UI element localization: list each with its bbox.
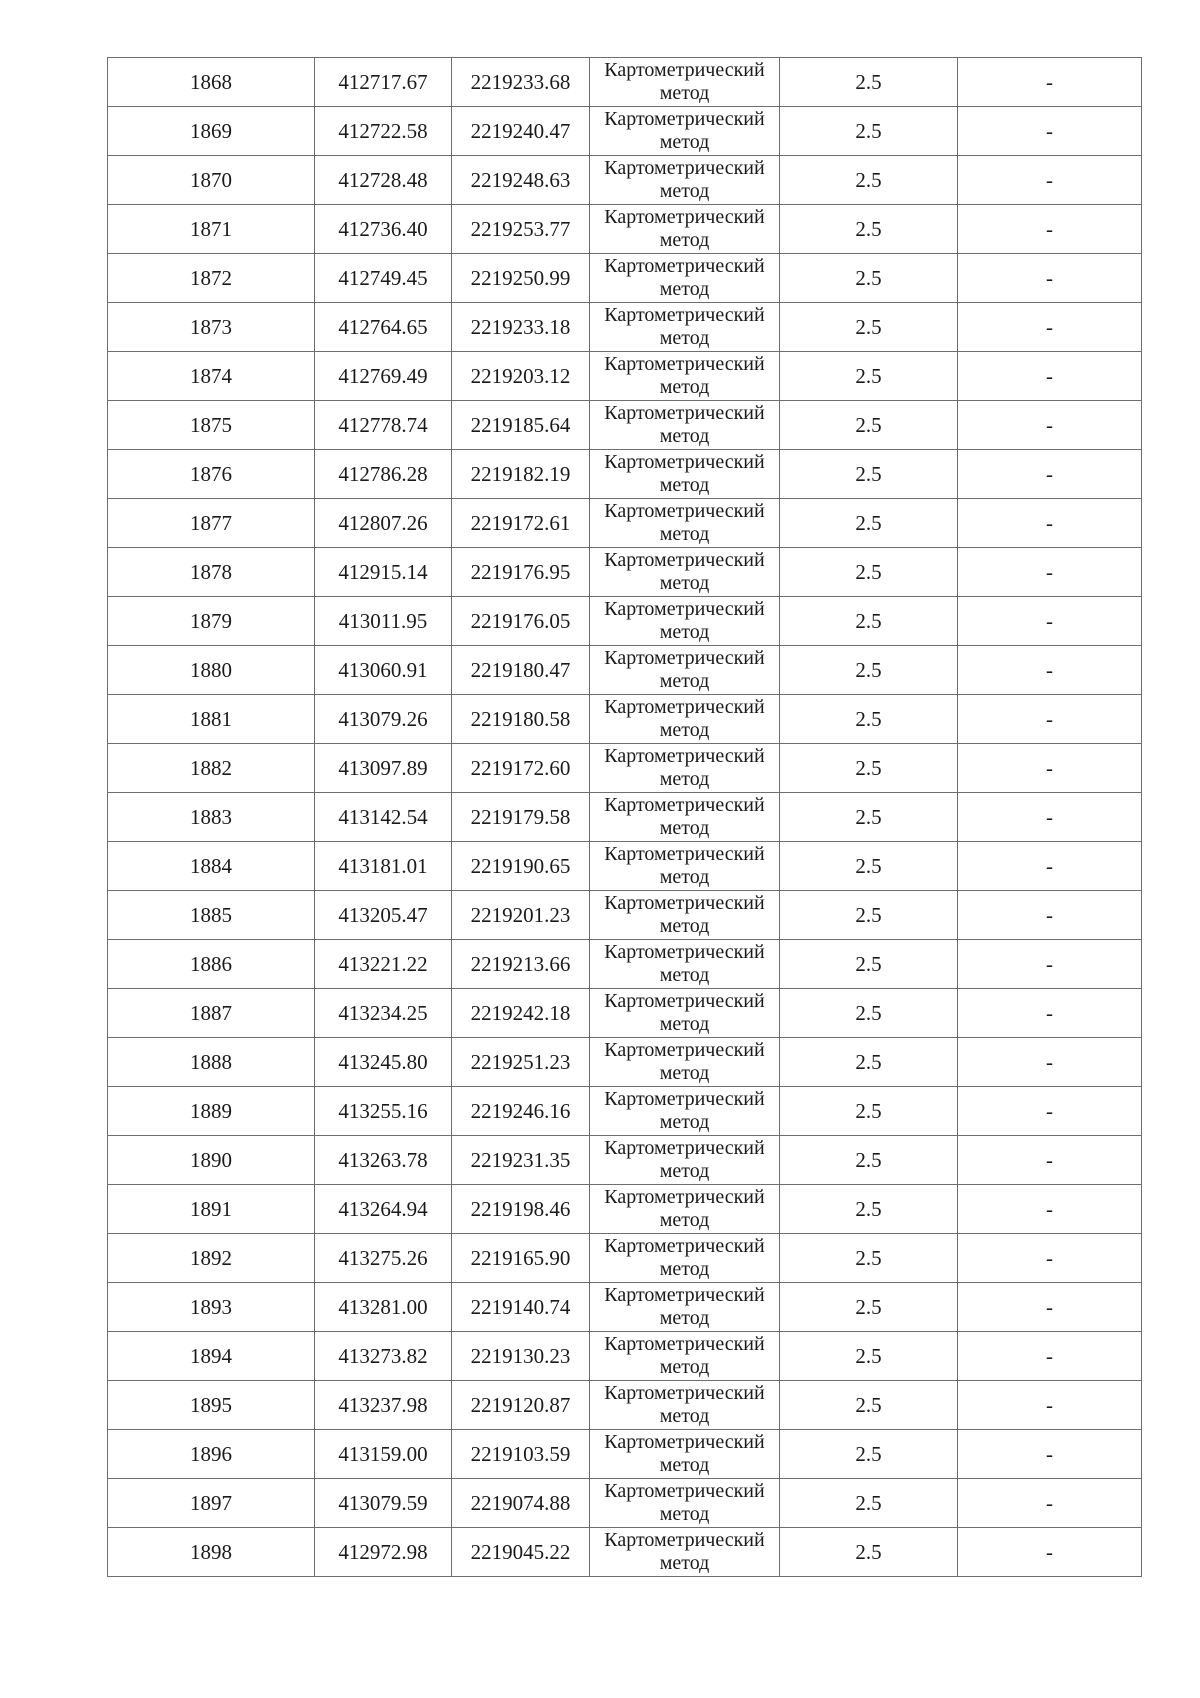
y-coordinate-cell: 2219203.12 — [452, 352, 590, 401]
y-coordinate-cell: 2219103.59 — [452, 1430, 590, 1479]
method-cell — [590, 1479, 780, 1528]
table-row — [108, 205, 1142, 254]
method-line-1: Картометрический — [604, 549, 765, 571]
x-coordinate-cell: 413275.26 — [315, 1234, 452, 1283]
accuracy-cell: 2.5 — [780, 1381, 958, 1430]
x-coordinate-cell: 413273.82 — [315, 1332, 452, 1381]
method-line-2: метод — [659, 523, 710, 545]
note-cell: - — [958, 1136, 1142, 1185]
x-coordinate-cell: 413159.00 — [315, 1430, 452, 1479]
method-line-2: метод — [659, 1062, 710, 1084]
accuracy-cell: 2.5 — [780, 1038, 958, 1087]
table-row — [108, 989, 1142, 1038]
method-line-1: Картометрический — [604, 1039, 765, 1061]
note-cell: - — [958, 1087, 1142, 1136]
accuracy-cell: 2.5 — [780, 156, 958, 205]
x-coordinate-cell: 413245.80 — [315, 1038, 452, 1087]
y-coordinate-cell: 2219180.47 — [452, 646, 590, 695]
point-number-cell: 1893 — [108, 1283, 315, 1332]
accuracy-cell: 2.5 — [780, 744, 958, 793]
y-coordinate-cell: 2219246.16 — [452, 1087, 590, 1136]
method-line-2: метод — [659, 670, 710, 692]
method-cell — [590, 58, 780, 107]
note-cell: - — [958, 205, 1142, 254]
method-cell — [590, 548, 780, 597]
y-coordinate-cell: 2219233.18 — [452, 303, 590, 352]
x-coordinate-cell: 413011.95 — [315, 597, 452, 646]
x-coordinate-cell: 413205.47 — [315, 891, 452, 940]
accuracy-cell: 2.5 — [780, 107, 958, 156]
note-cell: - — [958, 1234, 1142, 1283]
method-line-1: Картометрический — [604, 696, 765, 718]
accuracy-cell: 2.5 — [780, 1136, 958, 1185]
table-row — [108, 58, 1142, 107]
point-number-cell: 1877 — [108, 499, 315, 548]
note-cell: - — [958, 303, 1142, 352]
y-coordinate-cell: 2219172.61 — [452, 499, 590, 548]
method-line-2: метод — [659, 1307, 710, 1329]
method-line-1: Картометрический — [604, 794, 765, 816]
table-row — [108, 1234, 1142, 1283]
table-row — [108, 1430, 1142, 1479]
table-row — [108, 1528, 1142, 1577]
method-line-2: метод — [659, 621, 710, 643]
table-row — [108, 1479, 1142, 1528]
note-cell: - — [958, 1381, 1142, 1430]
method-cell — [590, 1087, 780, 1136]
y-coordinate-cell: 2219165.90 — [452, 1234, 590, 1283]
note-cell: - — [958, 646, 1142, 695]
note-cell: - — [958, 58, 1142, 107]
method-line-2: метод — [659, 82, 710, 104]
method-line-2: метод — [659, 817, 710, 839]
accuracy-cell: 2.5 — [780, 1332, 958, 1381]
method-cell — [590, 1528, 780, 1577]
method-line-2: метод — [659, 768, 710, 790]
accuracy-cell: 2.5 — [780, 891, 958, 940]
table-row — [108, 107, 1142, 156]
method-line-1: Картометрический — [604, 1137, 765, 1159]
note-cell: - — [958, 401, 1142, 450]
method-line-1: Картометрический — [604, 108, 765, 130]
method-line-2: метод — [659, 1013, 710, 1035]
accuracy-cell: 2.5 — [780, 352, 958, 401]
note-cell: - — [958, 450, 1142, 499]
note-cell: - — [958, 156, 1142, 205]
x-coordinate-cell: 412717.67 — [315, 58, 452, 107]
accuracy-cell: 2.5 — [780, 450, 958, 499]
x-coordinate-cell: 412728.48 — [315, 156, 452, 205]
method-line-2: метод — [659, 1209, 710, 1231]
point-number-cell: 1869 — [108, 107, 315, 156]
table-row — [108, 793, 1142, 842]
table-row — [108, 1332, 1142, 1381]
method-line-2: метод — [659, 376, 710, 398]
note-cell: - — [958, 352, 1142, 401]
method-line-1: Картометрический — [604, 941, 765, 963]
table-body — [108, 58, 1142, 1577]
method-cell — [590, 597, 780, 646]
accuracy-cell: 2.5 — [780, 1283, 958, 1332]
method-line-1: Картометрический — [604, 1088, 765, 1110]
method-line-2: метод — [659, 1111, 710, 1133]
note-cell: - — [958, 1479, 1142, 1528]
method-cell — [590, 156, 780, 205]
table-row — [108, 450, 1142, 499]
accuracy-cell: 2.5 — [780, 1087, 958, 1136]
note-cell: - — [958, 989, 1142, 1038]
table-row — [108, 940, 1142, 989]
point-number-cell: 1889 — [108, 1087, 315, 1136]
y-coordinate-cell: 2219213.66 — [452, 940, 590, 989]
method-line-1: Картометрический — [604, 990, 765, 1012]
method-cell — [590, 891, 780, 940]
point-number-cell: 1894 — [108, 1332, 315, 1381]
table-row — [108, 352, 1142, 401]
point-number-cell: 1892 — [108, 1234, 315, 1283]
note-cell: - — [958, 107, 1142, 156]
method-line-2: метод — [659, 474, 710, 496]
method-line-2: метод — [659, 915, 710, 937]
y-coordinate-cell: 2219140.74 — [452, 1283, 590, 1332]
y-coordinate-cell: 2219185.64 — [452, 401, 590, 450]
x-coordinate-cell: 413079.59 — [315, 1479, 452, 1528]
method-line-1: Картометрический — [604, 451, 765, 473]
table-row — [108, 1136, 1142, 1185]
note-cell: - — [958, 548, 1142, 597]
y-coordinate-cell: 2219242.18 — [452, 989, 590, 1038]
note-cell: - — [958, 1283, 1142, 1332]
y-coordinate-cell: 2219176.05 — [452, 597, 590, 646]
method-line-2: метод — [659, 1405, 710, 1427]
point-number-cell: 1888 — [108, 1038, 315, 1087]
y-coordinate-cell: 2219130.23 — [452, 1332, 590, 1381]
table-row — [108, 499, 1142, 548]
method-line-1: Картометрический — [604, 1235, 765, 1257]
note-cell: - — [958, 254, 1142, 303]
x-coordinate-cell: 412807.26 — [315, 499, 452, 548]
point-number-cell: 1896 — [108, 1430, 315, 1479]
point-number-cell: 1891 — [108, 1185, 315, 1234]
y-coordinate-cell: 2219045.22 — [452, 1528, 590, 1577]
point-number-cell: 1871 — [108, 205, 315, 254]
point-number-cell: 1883 — [108, 793, 315, 842]
coordinates-table — [107, 57, 1142, 1577]
y-coordinate-cell: 2219248.63 — [452, 156, 590, 205]
method-cell — [590, 254, 780, 303]
x-coordinate-cell: 413255.16 — [315, 1087, 452, 1136]
point-number-cell: 1875 — [108, 401, 315, 450]
note-cell: - — [958, 1430, 1142, 1479]
method-line-1: Картометрический — [604, 1529, 765, 1551]
method-line-1: Картометрический — [604, 843, 765, 865]
point-number-cell: 1873 — [108, 303, 315, 352]
note-cell: - — [958, 499, 1142, 548]
point-number-cell: 1879 — [108, 597, 315, 646]
table-row — [108, 254, 1142, 303]
method-cell — [590, 401, 780, 450]
method-line-2: метод — [659, 131, 710, 153]
method-line-1: Картометрический — [604, 598, 765, 620]
method-line-2: метод — [659, 327, 710, 349]
y-coordinate-cell: 2219172.60 — [452, 744, 590, 793]
point-number-cell: 1881 — [108, 695, 315, 744]
method-cell — [590, 1136, 780, 1185]
table-row — [108, 548, 1142, 597]
x-coordinate-cell: 412769.49 — [315, 352, 452, 401]
method-cell — [590, 352, 780, 401]
note-cell: - — [958, 597, 1142, 646]
point-number-cell: 1878 — [108, 548, 315, 597]
table-row — [108, 1381, 1142, 1430]
method-cell — [590, 1185, 780, 1234]
x-coordinate-cell: 413142.54 — [315, 793, 452, 842]
accuracy-cell: 2.5 — [780, 58, 958, 107]
method-line-1: Картометрический — [604, 157, 765, 179]
method-line-2: метод — [659, 1160, 710, 1182]
method-line-1: Картометрический — [604, 892, 765, 914]
y-coordinate-cell: 2219201.23 — [452, 891, 590, 940]
method-cell — [590, 940, 780, 989]
accuracy-cell: 2.5 — [780, 1528, 958, 1577]
accuracy-cell: 2.5 — [780, 940, 958, 989]
method-line-1: Картометрический — [604, 402, 765, 424]
x-coordinate-cell: 413060.91 — [315, 646, 452, 695]
accuracy-cell: 2.5 — [780, 254, 958, 303]
note-cell: - — [958, 1332, 1142, 1381]
y-coordinate-cell: 2219176.95 — [452, 548, 590, 597]
y-coordinate-cell: 2219251.23 — [452, 1038, 590, 1087]
accuracy-cell: 2.5 — [780, 1234, 958, 1283]
accuracy-cell: 2.5 — [780, 646, 958, 695]
point-number-cell: 1885 — [108, 891, 315, 940]
note-cell: - — [958, 842, 1142, 891]
method-line-2: метод — [659, 1258, 710, 1280]
point-number-cell: 1897 — [108, 1479, 315, 1528]
point-number-cell: 1884 — [108, 842, 315, 891]
method-cell — [590, 695, 780, 744]
method-cell — [590, 793, 780, 842]
table-row — [108, 1038, 1142, 1087]
method-cell — [590, 1283, 780, 1332]
method-line-1: Картометрический — [604, 304, 765, 326]
table-row — [108, 1185, 1142, 1234]
table-row — [108, 891, 1142, 940]
y-coordinate-cell: 2219179.58 — [452, 793, 590, 842]
x-coordinate-cell: 412786.28 — [315, 450, 452, 499]
accuracy-cell: 2.5 — [780, 695, 958, 744]
accuracy-cell: 2.5 — [780, 1479, 958, 1528]
accuracy-cell: 2.5 — [780, 842, 958, 891]
y-coordinate-cell: 2219182.19 — [452, 450, 590, 499]
y-coordinate-cell: 2219120.87 — [452, 1381, 590, 1430]
method-line-2: метод — [659, 1356, 710, 1378]
y-coordinate-cell: 2219180.58 — [452, 695, 590, 744]
x-coordinate-cell: 412972.98 — [315, 1528, 452, 1577]
accuracy-cell: 2.5 — [780, 1185, 958, 1234]
point-number-cell: 1886 — [108, 940, 315, 989]
table-row — [108, 842, 1142, 891]
table-row — [108, 401, 1142, 450]
x-coordinate-cell: 413281.00 — [315, 1283, 452, 1332]
y-coordinate-cell: 2219233.68 — [452, 58, 590, 107]
table-row — [108, 156, 1142, 205]
method-line-1: Картометрический — [604, 647, 765, 669]
method-cell — [590, 450, 780, 499]
table-row — [108, 1283, 1142, 1332]
method-cell — [590, 499, 780, 548]
method-line-1: Картометрический — [604, 1186, 765, 1208]
table-row — [108, 303, 1142, 352]
x-coordinate-cell: 413079.26 — [315, 695, 452, 744]
point-number-cell: 1898 — [108, 1528, 315, 1577]
method-cell — [590, 1332, 780, 1381]
table-row — [108, 597, 1142, 646]
method-line-1: Картометрический — [604, 59, 765, 81]
method-cell — [590, 1381, 780, 1430]
method-cell — [590, 989, 780, 1038]
method-line-1: Картометрический — [604, 1333, 765, 1355]
method-cell — [590, 107, 780, 156]
x-coordinate-cell: 412778.74 — [315, 401, 452, 450]
method-line-1: Картометрический — [604, 255, 765, 277]
method-line-2: метод — [659, 180, 710, 202]
method-line-2: метод — [659, 1503, 710, 1525]
point-number-cell: 1887 — [108, 989, 315, 1038]
point-number-cell: 1876 — [108, 450, 315, 499]
x-coordinate-cell: 413181.01 — [315, 842, 452, 891]
note-cell: - — [958, 744, 1142, 793]
method-cell — [590, 1038, 780, 1087]
table-row — [108, 744, 1142, 793]
method-line-1: Картометрический — [604, 206, 765, 228]
point-number-cell: 1890 — [108, 1136, 315, 1185]
point-number-cell: 1895 — [108, 1381, 315, 1430]
table-row — [108, 1087, 1142, 1136]
note-cell: - — [958, 1528, 1142, 1577]
method-cell — [590, 842, 780, 891]
y-coordinate-cell: 2219231.35 — [452, 1136, 590, 1185]
method-line-2: метод — [659, 229, 710, 251]
x-coordinate-cell: 412764.65 — [315, 303, 452, 352]
point-number-cell: 1874 — [108, 352, 315, 401]
x-coordinate-cell: 413097.89 — [315, 744, 452, 793]
accuracy-cell: 2.5 — [780, 303, 958, 352]
method-line-2: метод — [659, 1454, 710, 1476]
method-line-1: Картометрический — [604, 1284, 765, 1306]
accuracy-cell: 2.5 — [780, 548, 958, 597]
method-line-1: Картометрический — [604, 1382, 765, 1404]
method-line-2: метод — [659, 425, 710, 447]
point-number-cell: 1868 — [108, 58, 315, 107]
method-line-2: метод — [659, 572, 710, 594]
x-coordinate-cell: 413234.25 — [315, 989, 452, 1038]
point-number-cell: 1880 — [108, 646, 315, 695]
method-line-2: метод — [659, 866, 710, 888]
point-number-cell: 1882 — [108, 744, 315, 793]
y-coordinate-cell: 2219198.46 — [452, 1185, 590, 1234]
x-coordinate-cell: 412749.45 — [315, 254, 452, 303]
accuracy-cell: 2.5 — [780, 205, 958, 254]
accuracy-cell: 2.5 — [780, 597, 958, 646]
accuracy-cell: 2.5 — [780, 499, 958, 548]
method-line-1: Картометрический — [604, 1431, 765, 1453]
method-line-1: Картометрический — [604, 353, 765, 375]
method-line-2: метод — [659, 964, 710, 986]
note-cell: - — [958, 1038, 1142, 1087]
x-coordinate-cell: 413237.98 — [315, 1381, 452, 1430]
method-cell — [590, 1430, 780, 1479]
method-cell — [590, 303, 780, 352]
method-line-2: метод — [659, 719, 710, 741]
y-coordinate-cell: 2219253.77 — [452, 205, 590, 254]
method-cell — [590, 646, 780, 695]
table-row — [108, 646, 1142, 695]
note-cell: - — [958, 891, 1142, 940]
accuracy-cell: 2.5 — [780, 1430, 958, 1479]
y-coordinate-cell: 2219250.99 — [452, 254, 590, 303]
y-coordinate-cell: 2219190.65 — [452, 842, 590, 891]
method-line-2: метод — [659, 1552, 710, 1574]
note-cell: - — [958, 695, 1142, 744]
table-row — [108, 695, 1142, 744]
point-number-cell: 1872 — [108, 254, 315, 303]
note-cell: - — [958, 1185, 1142, 1234]
note-cell: - — [958, 940, 1142, 989]
note-cell: - — [958, 793, 1142, 842]
accuracy-cell: 2.5 — [780, 401, 958, 450]
x-coordinate-cell: 413264.94 — [315, 1185, 452, 1234]
method-line-2: метод — [659, 278, 710, 300]
method-line-1: Картометрический — [604, 745, 765, 767]
x-coordinate-cell: 412915.14 — [315, 548, 452, 597]
method-line-1: Картометрический — [604, 1480, 765, 1502]
y-coordinate-cell: 2219240.47 — [452, 107, 590, 156]
method-cell — [590, 1234, 780, 1283]
x-coordinate-cell: 412722.58 — [315, 107, 452, 156]
method-line-1: Картометрический — [604, 500, 765, 522]
x-coordinate-cell: 413221.22 — [315, 940, 452, 989]
x-coordinate-cell: 412736.40 — [315, 205, 452, 254]
accuracy-cell: 2.5 — [780, 793, 958, 842]
accuracy-cell: 2.5 — [780, 989, 958, 1038]
x-coordinate-cell: 413263.78 — [315, 1136, 452, 1185]
y-coordinate-cell: 2219074.88 — [452, 1479, 590, 1528]
point-number-cell: 1870 — [108, 156, 315, 205]
method-cell — [590, 744, 780, 793]
method-cell — [590, 205, 780, 254]
